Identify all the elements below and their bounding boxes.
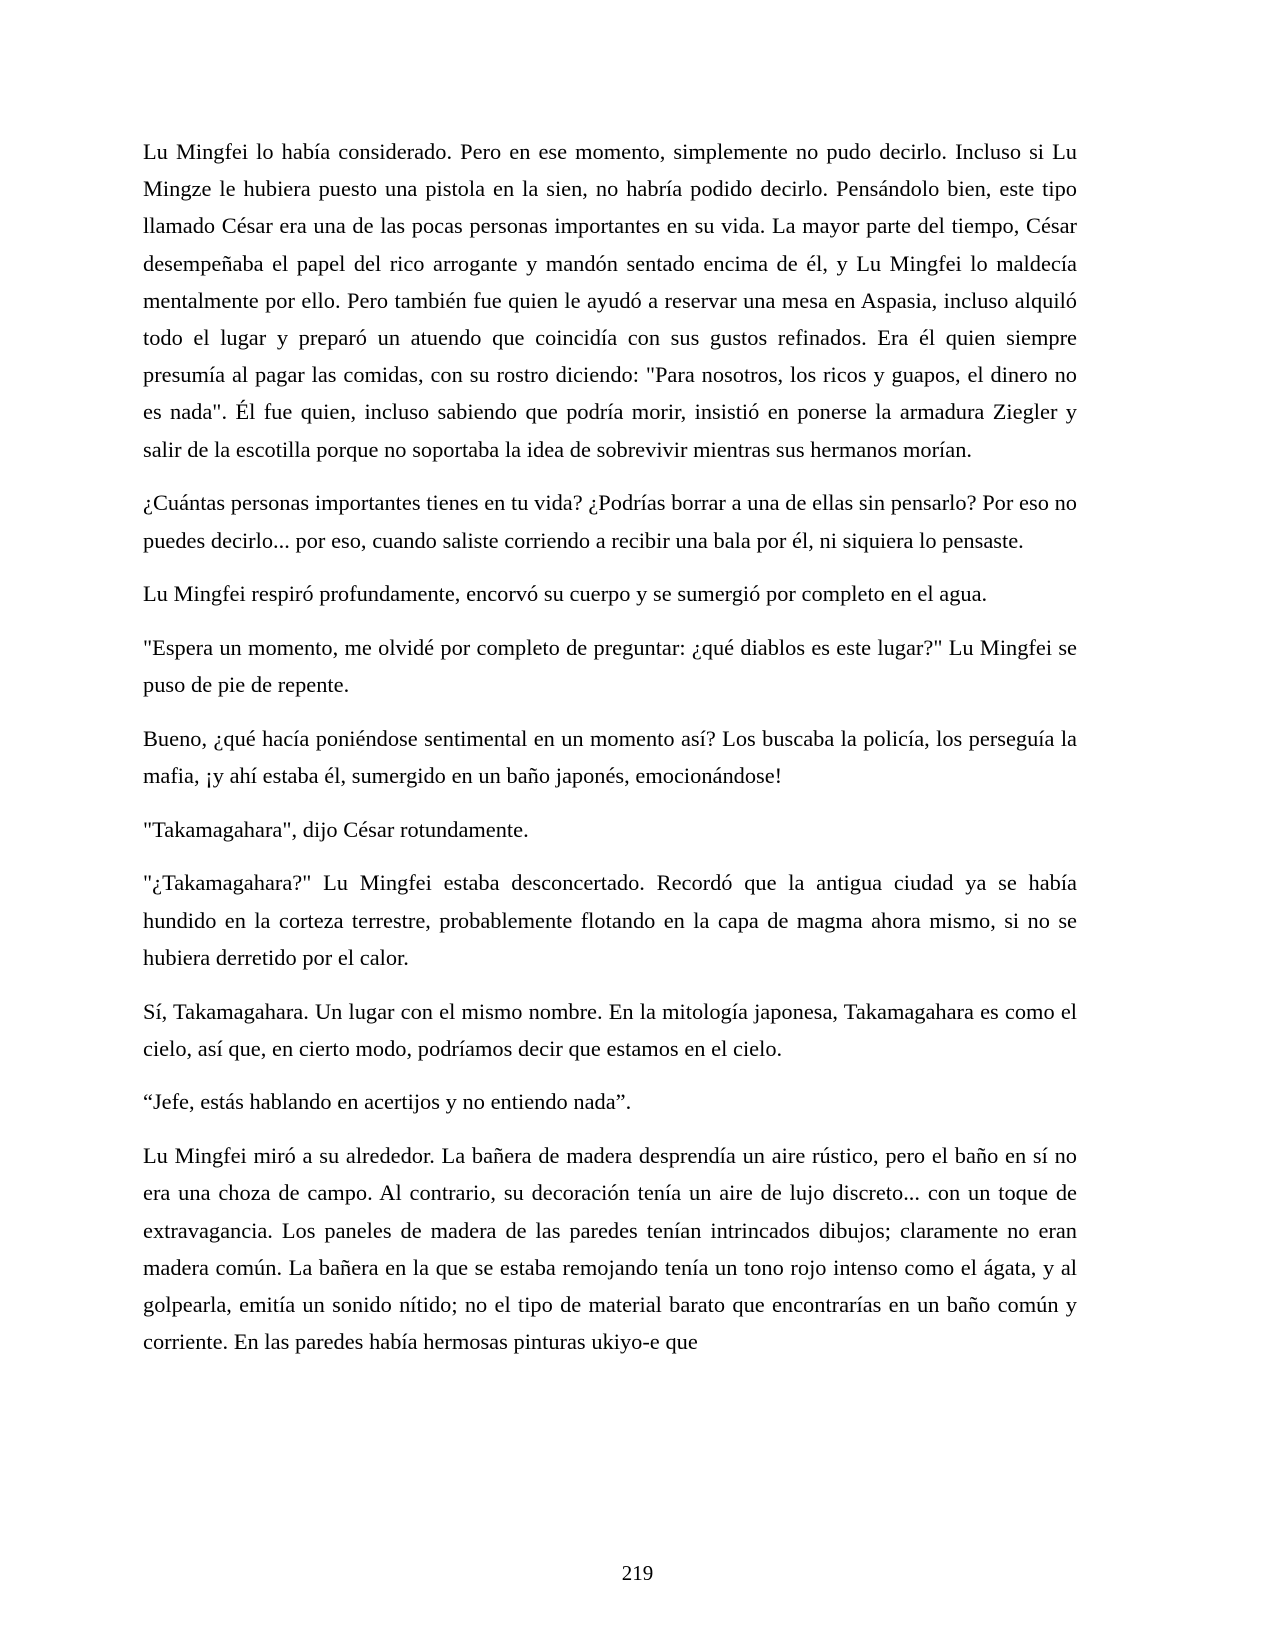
paragraph: Bueno, ¿qué hacía poniéndose sentimental en un momento así? Los buscaba la policía, los perseguía la mafia, ¡y ahí estaba él, sumergido en un baño japonés, emocionándose! [143,725,1077,789]
body-text-block [143,133,1077,1360]
paragraph: “Jefe, estás hablando en acertijos y no entiendo nada”. [143,1089,632,1115]
paragraph: Lu Mingfei respiró profundamente, encorvó su cuerpo y se sumergió por completo en el agua. [143,581,988,607]
paragraph: "¿Takamagahara?" Lu Mingfei estaba desconcertado. Recordó que la antigua ciudad ya se había hundido en la corteza terrestre, probablemente flotando en la capa de magma ahora mismo, si no se hubiera derretido por el calor. [143,870,1077,970]
paragraph: Lu Mingfei miró a su alrededor. La bañera de madera desprendía un aire rústico, pero el baño en sí no era una choza de campo. Al contrario, su decoración tenía un aire de lujo discreto... con un toque de extravagancia. Los paneles de madera de las paredes tenían intrincados dibujos; claramente no eran madera común. La bañera en la que se estaba remojando tenía un tono rojo intenso como el ágata, y al golpearla, emitía un sonido nítido; no el tipo de material barato que encontrarías en un baño común y corriente. En las paredes había hermosas pinturas ukiyo-e que [143,1143,1077,1355]
paragraph: Lu Mingfei lo había considerado. Pero en ese momento, simplemente no pudo decirlo. Incluso si Lu Mingze le hubiera puesto una pistola en la sien, no habría podido decirlo. Pensándolo bien, este tipo llamado César era una de las pocas personas importantes en su vida. La mayor parte del tiempo, César desempeñaba el papel del rico arrogante y mandón sentado encima de él, y Lu Mingfei lo maldecía mentalmente por ello. Pero también fue quien le ayudó a reservar una mesa en Aspasia, incluso alquiló todo el lugar y preparó un atuendo que coincidía con sus gustos refinados. Era él quien siempre presumía al pagar las comidas, con su rostro diciendo: "Para nosotros, los ricos y guapos, el dinero no es nada". Él fue quien, incluso sabiendo que podría morir, insistió en ponerse la armadura Ziegler y salir de la escotilla porque no soportaba la idea de sobrevivir mientras sus hermanos morían. [143,139,1077,462]
paragraph: "Espera un momento, me olvidé por completo de preguntar: ¿qué diablos es este lugar?" Lu Mingfei se puso de pie de repente. [143,634,1077,698]
paragraph: "Takamagahara", dijo César rotundamente. [143,816,529,842]
paragraph: ¿Cuántas personas importantes tienes en tu vida? ¿Podrías borrar a una de ellas sin pensarlo? Por eso no puedes decirlo... por eso, cuando saliste corriendo a recibir una bala por él, ni siquiera lo pensaste. [143,490,1077,553]
paragraph: Sí, Takamagahara. Un lugar con el mismo nombre. En la mitología japonesa, Takamagahara es como el cielo, así que, en cierto modo, podríamos decir que estamos en el cielo. [143,998,1077,1061]
page-number: 219 [621,1561,654,1585]
